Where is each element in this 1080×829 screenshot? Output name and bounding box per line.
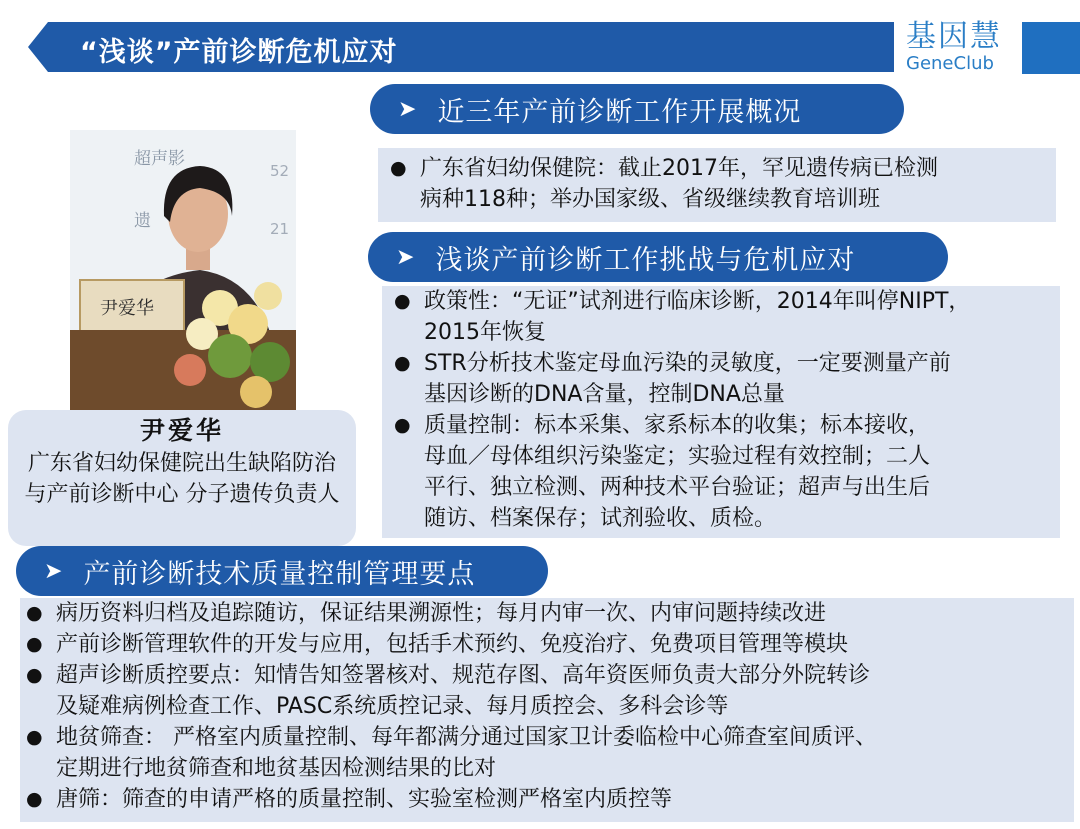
- list-item: [24, 598, 1074, 629]
- section2-panel: [382, 286, 1060, 538]
- list-item-line: 母血／母体组织污染鉴定；实验过程有效控制；二人: [424, 444, 931, 469]
- screen-text-1: 超声影: [134, 149, 185, 169]
- list-item-line: ● 广东省妇幼保健院：截止2017年，罕见遗传病已检测: [420, 156, 938, 181]
- speaker-card: [8, 410, 356, 546]
- list-item-line: ● 政策性：“无证”试剂进行临床诊断，2014年叫停NIPT，: [424, 289, 971, 314]
- screen-number-1: 52: [270, 162, 290, 180]
- arrow-right-icon: ➤: [44, 558, 64, 584]
- list-item-line: ● 病历资料归档及追踪随访，保证结果溯源性；每月内审一次、内审问题持续改进: [56, 601, 827, 626]
- screen-text-2: 遗: [134, 211, 151, 231]
- corner-accent: [1022, 22, 1080, 74]
- list-item-line: ● 唐筛：筛查的申请严格的质量控制、实验室检测严格室内质控等: [56, 787, 673, 812]
- speaker-name: 尹爱华: [139, 416, 224, 445]
- section3-panel: [20, 598, 1074, 822]
- list-item-line: 2015年恢复: [424, 320, 546, 345]
- list-item-line: ● 地贫筛查： 严格室内质量控制、每年都满分通过国家卫计委临检中心筛查室间质评、: [56, 725, 877, 750]
- arrow-right-icon: ➤: [398, 96, 418, 122]
- arrow-right-icon: ➤: [396, 244, 416, 270]
- list-item: [392, 348, 1060, 410]
- list-item-line: 病种118种；举办国家级、省级继续教育培训班: [420, 187, 880, 212]
- list-item: [392, 410, 1060, 534]
- logo-english-text: GeneClub: [906, 53, 994, 74]
- nameplate-text: 尹爱华: [100, 298, 154, 319]
- screen-number-2: 21: [270, 220, 290, 238]
- list-item-line: ● 质量控制：标本采集、家系标本的收集；标本接收，: [424, 413, 931, 438]
- section1-panel: [378, 148, 1056, 222]
- section1-heading: 近三年产前诊断工作开展概况: [437, 96, 802, 128]
- list-item-line: 定期进行地贫筛查和地贫基因检测结果的比对: [56, 756, 497, 781]
- list-item-line: ● STR分析技术鉴定母血污染的灵敏度，一定要测量产前: [424, 351, 951, 376]
- page-title: “浅谈”产前诊断危机应对: [80, 37, 398, 68]
- list-item-line: 随访、档案保存；试剂验收、质检。: [424, 506, 777, 531]
- section1-heading-pill: [370, 84, 904, 134]
- list-item: [24, 722, 1074, 784]
- speaker-description: 广东省妇幼保健院出生缺陷防治与产前诊断中心 分子遗传负责人: [24, 451, 340, 507]
- speaker-photo: [70, 130, 296, 412]
- list-item: [24, 784, 1074, 815]
- list-item-line: 基因诊断的DNA含量，控制DNA总量: [424, 382, 785, 407]
- section2-heading: 浅谈产前诊断工作挑战与危机应对: [435, 244, 856, 276]
- section2-heading-pill: [368, 232, 948, 282]
- list-item: [24, 660, 1074, 722]
- list-item: [392, 286, 1060, 348]
- list-item-line: ● 超声诊断质控要点：知情告知签署核对、规范存图、高年资医师负责大部分外院转诊: [56, 663, 871, 688]
- section3-heading: 产前诊断技术质量控制管理要点: [83, 558, 476, 590]
- geneclub-logo: [906, 20, 1014, 76]
- list-item-line: ● 产前诊断管理软件的开发与应用，包括手术预约、免疫治疗、免费项目管理等模块: [56, 632, 849, 657]
- list-item-line: 平行、独立检测、两种技术平台验证；超声与出生后: [424, 475, 931, 500]
- list-item: [388, 153, 1056, 215]
- logo-chinese-text: 基因慧: [906, 19, 1002, 54]
- section3-heading-pill: [16, 546, 548, 596]
- list-item-line: 及疑难病例检查工作、PASC系统质控记录、每月质控会、多科会诊等: [56, 694, 729, 719]
- list-item: [24, 629, 1074, 660]
